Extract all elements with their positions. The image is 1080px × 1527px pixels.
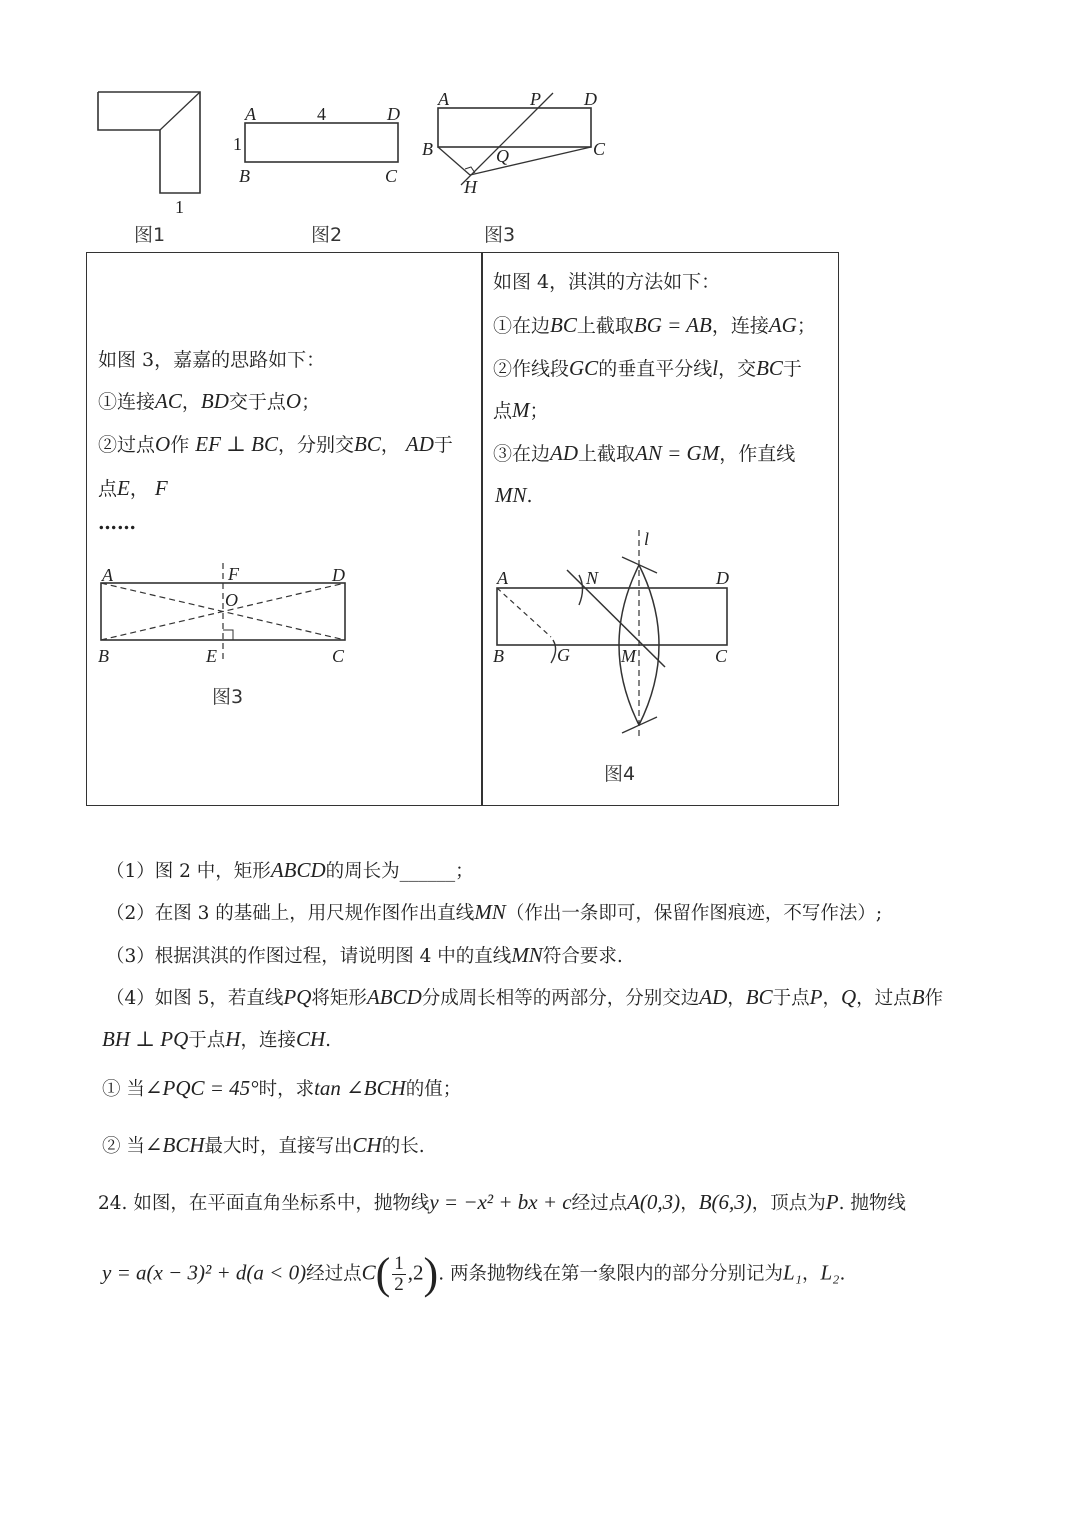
- question-1: （1）图 2 中，矩形ABCD的周长为______；: [106, 858, 474, 882]
- question-24-line-1: 24. 如图，在平面直角坐标系中，抛物线y = −x² + bx + c经过点A(0,3)，B(6,3)，顶点为P. 抛物线: [98, 1190, 906, 1214]
- fig4-label-b: B: [493, 646, 504, 666]
- fig1-caption: 图1: [134, 224, 166, 246]
- fig2-label-left: 1: [233, 134, 242, 154]
- left-line-4: 点E， F: [98, 476, 168, 500]
- right-line-6: MN.: [495, 483, 533, 507]
- fig2-label-b: B: [239, 166, 250, 186]
- fig4-caption: 图4: [604, 763, 636, 785]
- question-2: （2）在图 3 的基础上，用尺规作图作出直线MN（作出一条即可，保留作图痕迹，不写作法）;: [106, 900, 883, 924]
- question-4-sub-2: ② 当∠BCH最大时，直接写出CH的长.: [102, 1133, 425, 1157]
- fig3-top-caption: 图3: [484, 224, 516, 246]
- fig3-left-label-a: A: [102, 565, 113, 585]
- fig3-left-caption: 图3: [212, 686, 244, 708]
- question-3: （3）根据淇淇的作图过程，请说明图 4 中的直线MN符合要求.: [106, 943, 623, 967]
- figure-1: [90, 85, 220, 220]
- right-line-2: ①在边BC上截取BG = AB，连接AG；: [493, 313, 816, 337]
- fig3-top-label-p: P: [530, 89, 541, 109]
- fig3-left-label-c: C: [332, 646, 345, 666]
- left-line-3: ②过点O作 EF ⊥ BC，分别交BC， AD于: [98, 432, 453, 456]
- question-4-sub-1: ① 当∠PQC = 45°时，求tan ∠BCH的值；: [102, 1076, 462, 1100]
- fig3-top-label-q: Q: [496, 146, 509, 166]
- fig2-label-top: 4: [317, 104, 326, 124]
- left-line-1: 如图 3，嘉嘉的思路如下：: [98, 349, 326, 371]
- fig3-top-label-d: D: [584, 89, 597, 109]
- table-divider: [481, 252, 483, 806]
- fig3-top-label-b: B: [422, 139, 433, 159]
- figure-2: [225, 100, 415, 190]
- fraction-one-half: $\frac{1}{2}$: [394, 1252, 404, 1295]
- right-line-5: ③在边AD上截取AN = GM，作直线: [493, 441, 796, 465]
- figure-3-top: [418, 85, 618, 200]
- fig4-label-c: C: [715, 646, 728, 666]
- right-line-1: 如图 4，淇淇的方法如下：: [493, 271, 721, 293]
- question-4-line-1: （4）如图 5，若直线PQ将矩形ABCD分成周长相等的两部分，分别交边AD，BC于点P，Q，过点B作: [106, 985, 944, 1009]
- fig4-label-m: M: [621, 646, 636, 666]
- fig3-top-label-a: A: [438, 89, 449, 109]
- fig3-left-label-f: F: [228, 564, 239, 584]
- fig4-label-g: G: [557, 645, 570, 665]
- fig4-label-d: D: [716, 568, 729, 588]
- figure-3-left: [92, 558, 362, 673]
- fig3-left-label-d: D: [332, 565, 345, 585]
- fig2-label-c: C: [385, 166, 398, 186]
- fig2-label-a: A: [245, 104, 256, 124]
- question-4-line-2: BH ⊥ PQ于点H，连接CH.: [102, 1027, 332, 1051]
- fig2-label-d: D: [387, 104, 400, 124]
- fig3-left-label-o: O: [225, 590, 238, 610]
- fig3-left-label-b: B: [98, 646, 109, 666]
- fig3-top-label-h: H: [464, 177, 477, 197]
- fig3-left-label-e: E: [206, 646, 217, 666]
- right-line-4: 点M；: [493, 398, 549, 422]
- right-line-3: ②作线段GC的垂直平分线l，交BC于: [493, 356, 802, 380]
- fig4-label-l: l: [644, 529, 650, 549]
- figure-4: [487, 525, 747, 755]
- question-24-line-2: y = a(x − 3)² + d(a < 0)经过点C( $\frac{1}{2}$ ,2). 两条抛物线在第一象限内的部分分别记为L₁，L₂.: [102, 1249, 846, 1298]
- fig4-label-n: N: [586, 568, 599, 588]
- left-line-5: ……: [98, 512, 136, 534]
- left-line-2: ①连接AC，BD交于点O；: [98, 389, 321, 413]
- fig1-width-label: 1: [175, 197, 184, 217]
- fig4-label-a: A: [497, 568, 508, 588]
- fig2-caption: 图2: [311, 224, 343, 246]
- fig3-top-label-c: C: [593, 139, 606, 159]
